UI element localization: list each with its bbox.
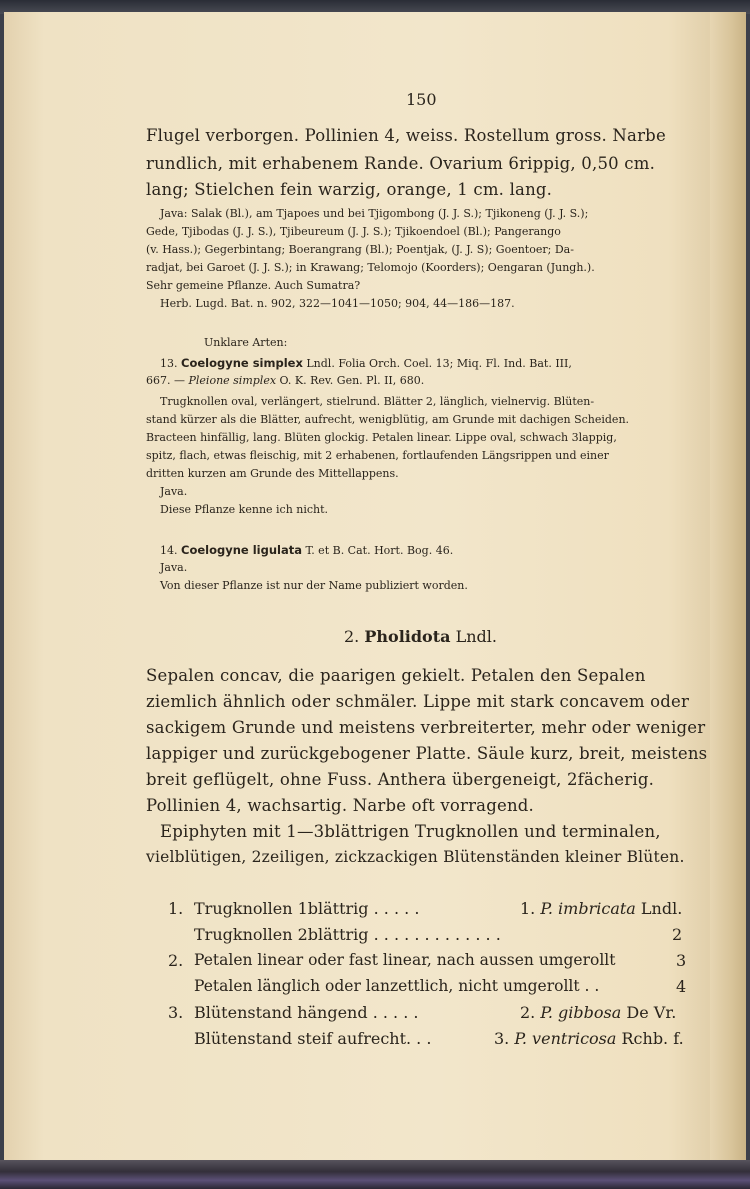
synonym-name: Pleione simplex bbox=[188, 374, 277, 387]
key-row-result: 4 bbox=[676, 977, 687, 996]
key-row-text: Trugknollen 1blättrig . . . . . bbox=[194, 899, 420, 918]
species-name: Coelogyne ligulata bbox=[181, 543, 302, 557]
unclear-species-heading: Unklare Arten: bbox=[204, 336, 288, 349]
result-species: P. ventricosa bbox=[514, 1029, 617, 1048]
book-cover-bottom bbox=[0, 1160, 750, 1189]
result-species: P. gibbosa bbox=[540, 1003, 622, 1022]
genus-desc-line: Sepalen concav, die paarigen gekielt. Petalen den Sepalen bbox=[146, 666, 646, 685]
genus-desc-line: sackigem Grunde und meistens verbreiterter, mehr oder weniger bbox=[146, 718, 706, 737]
result-number: 3. bbox=[494, 1029, 510, 1048]
herbarium-line: Herb. Lugd. Bat. n. 902, 322—1041—1050; 904, 44—186—187. bbox=[160, 297, 515, 310]
species-14-note: Von dieser Pflanze ist nur der Name publiziert worden. bbox=[160, 579, 468, 592]
locality-line: Gede, Tjibodas (J. J. S.), Tjibeureum (J. J. S.); Tjikoendoel (Bl.); Pangerango bbox=[146, 225, 561, 238]
synonym-prefix: 667. — bbox=[146, 374, 185, 387]
result-author: Lndl. bbox=[640, 899, 683, 918]
genus-author: Lndl. bbox=[455, 627, 497, 646]
result-number: 1. bbox=[520, 899, 536, 918]
genus-desc-line: Pollinien 4, wachsartig. Narbe oft vorragend. bbox=[146, 796, 534, 815]
locality-line: (v. Hass.); Gegerbintang; Boerangrang (Bl.); Poentjak, (J. J. S); Goentoer; Da- bbox=[146, 243, 574, 256]
result-number: 2. bbox=[520, 1003, 536, 1022]
species-13-desc-line: Bracteen hinfällig, lang. Blüten glockig. Petalen linear. Lippe oval, schwach 3lappig, bbox=[146, 431, 617, 444]
genus-habit-line: Epiphyten mit 1—3blättrigen Trugknollen und terminalen, bbox=[160, 822, 661, 841]
locality-line: Sehr gemeine Pflanze. Auch Sumatra? bbox=[146, 279, 361, 292]
species-13-desc-line: spitz, flach, etwas fleischig, mit 2 erhabenen, fortlaufenden Längsrippen und einer bbox=[146, 449, 609, 462]
locality-line: Java: Salak (Bl.), am Tjapoes und bei Tjigombong (J. J. S.); Tjikoneng (J. J. S.); bbox=[160, 207, 589, 220]
species-13-desc-line: stand kürzer als die Blätter, aufrecht, wenigblütig, am Grunde mit dachigen Scheiden. bbox=[146, 413, 630, 426]
locality-line: radjat, bei Garoet (J. J. S.); in Krawang; Telomojo (Koorders); Oengaran (Jungh.). bbox=[146, 261, 595, 274]
key-row-number: 3. bbox=[168, 1003, 184, 1022]
intro-line: lang; Stielchen fein warzig, orange, 1 cm. lang. bbox=[146, 180, 553, 199]
key-row-text: Petalen länglich oder lanzettlich, nicht umgerollt . . bbox=[194, 977, 600, 995]
synonym-reference: O. K. Rev. Gen. Pl. II, 680. bbox=[279, 374, 425, 387]
species-14-header bbox=[160, 543, 453, 557]
key-row-number: 2. bbox=[168, 951, 184, 970]
genus-desc-line: lappiger und zurückgebogener Platte. Säule kurz, breit, meistens bbox=[146, 744, 708, 763]
genus-name: Pholidota bbox=[364, 627, 451, 646]
result-author: Rchb. f. bbox=[621, 1029, 684, 1048]
species-13-note: Diese Pflanze kenne ich nicht. bbox=[160, 503, 329, 516]
species-name: Coelogyne simplex bbox=[181, 356, 303, 370]
genus-habit-line: vielblütigen, 2zeiligen, zickzackigen Blütenständen kleiner Blüten. bbox=[146, 848, 685, 866]
species-13-desc-line: dritten kurzen am Grunde des Mittellappens. bbox=[146, 467, 399, 480]
key-row-result bbox=[520, 899, 682, 918]
species-14-locality: Java. bbox=[160, 561, 188, 574]
key-row-text: Petalen linear oder fast linear, nach aussen umgerollt bbox=[194, 951, 616, 969]
intro-line: rundlich, mit erhabenem Rande. Ovarium 6rippig, 0,50 cm. bbox=[146, 154, 656, 173]
key-row-text: Trugknollen 2blättrig . . . . . . . . . . . . . bbox=[194, 925, 501, 944]
species-13-desc-line: Trugknollen oval, verlängert, stielrund. Blätter 2, länglich, vielnervig. Blüten- bbox=[160, 395, 595, 408]
result-species: P. imbricata bbox=[540, 899, 636, 918]
genus-desc-line: breit geflügelt, ohne Fuss. Anthera übergeneigt, 2fächerig. bbox=[146, 770, 655, 789]
result-author: De Vr. bbox=[626, 1003, 677, 1022]
genus-number: 2. bbox=[344, 627, 360, 646]
species-13-header bbox=[160, 356, 572, 370]
key-row-result: 2 bbox=[672, 925, 683, 944]
species-reference: Lndl. Folia Orch. Coel. 13; Miq. Fl. Ind. Bat. III, bbox=[306, 357, 572, 370]
genus-heading bbox=[344, 627, 497, 646]
species-number: 13. bbox=[160, 357, 178, 370]
key-row-result: 3 bbox=[676, 951, 687, 970]
key-row-text: Blütenstand steif aufrecht. . . bbox=[194, 1029, 432, 1048]
key-row-text: Blütenstand hängend . . . . . bbox=[194, 1003, 419, 1022]
key-row-number: 1. bbox=[168, 899, 184, 918]
page-stack-edge bbox=[710, 12, 746, 1162]
species-13-locality: Java. bbox=[160, 485, 188, 498]
genus-desc-line: ziemlich ähnlich oder schmäler. Lippe mit stark concavem oder bbox=[146, 692, 690, 711]
species-13-synonym-line bbox=[146, 374, 424, 387]
species-reference: T. et B. Cat. Hort. Bog. 46. bbox=[305, 544, 454, 557]
species-number: 14. bbox=[160, 544, 178, 557]
page-number: 150 bbox=[406, 90, 437, 109]
key-row-result bbox=[494, 1029, 684, 1048]
intro-line: Flugel verborgen. Pollinien 4, weiss. Rostellum gross. Narbe bbox=[146, 126, 666, 145]
key-row-result bbox=[520, 1003, 676, 1022]
